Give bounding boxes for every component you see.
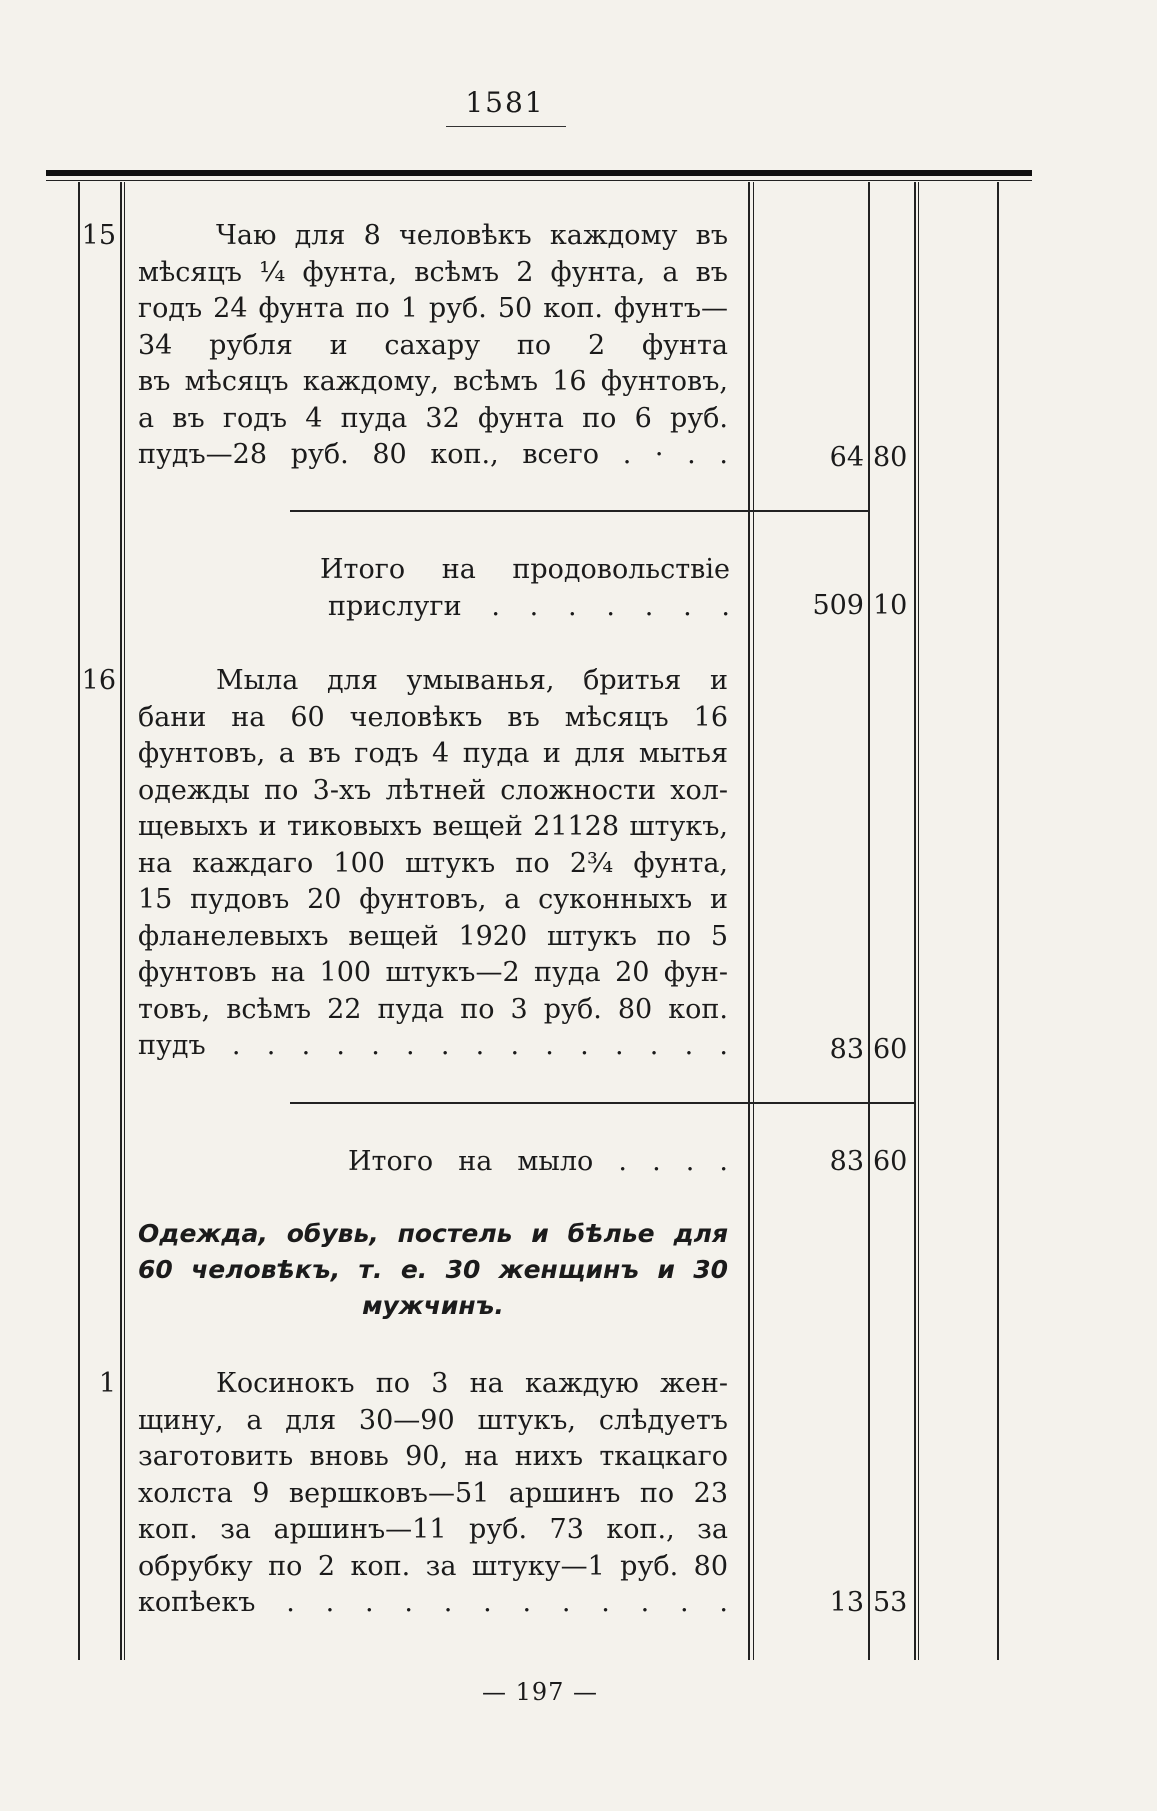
entry-line: пудъ . . . . . . . . . . . . . . . [138,1030,728,1061]
amount-kopecks: 80 [873,442,908,473]
total-kopecks: 10 [873,590,908,621]
page-number: 1581 [465,86,545,119]
rubles-column-left-inner [753,182,754,1660]
entry-line: фланелевыхъ вещей 1920 штукъ по 5 [138,920,728,952]
total-rubles: 83 [829,1146,864,1177]
entry-line: одежды по 3-хъ лѣтней сложности хол- [138,774,728,806]
amount-rubles: 64 [829,442,864,473]
entry-number: 15 [81,220,116,251]
amount-rubles: 83 [829,1034,864,1065]
page-number-rule [446,126,566,127]
entry-line: а въ годъ 4 пуда 32 фунта по 6 руб. [138,402,728,434]
section-heading-line: мужчинъ. [362,1291,504,1320]
entry-line: холста 9 вершковъ—51 аршинъ по 23 [138,1477,728,1509]
extra-column-left [918,182,919,1660]
rubles-column-left [748,182,750,1660]
entry-line: пудъ—28 руб. 80 коп., всего . · . . [138,439,728,470]
entry-text [138,1366,728,1622]
table-top-rule [46,170,1032,176]
entry-line: 15 пудовъ 20 фунтовъ, а суконныхъ и [138,884,728,915]
total-label [320,552,730,625]
subtotal-rule-1 [290,510,870,512]
entry-line: Чаю для 8 человѣкъ каждому въ [216,220,728,251]
entry-number: 16 [81,665,116,696]
number-column-divider [120,182,122,1660]
kopecks-column-right [914,182,916,1660]
number-column-divider-inner [124,182,125,1660]
entry-line: на каждаго 100 штукъ по 2¾ фунта, [138,847,728,879]
amount-kopecks: 53 [873,1587,908,1618]
entry-line: фунтовъ, а въ годъ 4 пуда и для мытья [138,738,728,769]
amount-kopecks: 60 [873,1034,908,1065]
entry-line: бани на 60 человѣкъ въ мѣсяцъ 16 [138,701,728,733]
page-footer: — 197 — [481,1678,599,1706]
entry-text [138,663,728,1065]
entry-line: товъ, всѣмъ 22 пуда по 3 руб. 80 коп. [138,993,728,1025]
total-rubles: 509 [812,590,864,621]
section-heading-line: Одежда, обувь, постель и бѣлье для [138,1219,728,1248]
entry-number: 1 [98,1368,116,1399]
entry-line: коп. за аршинъ—11 руб. 73 коп., за [138,1514,728,1545]
total-line: Итого на мыло . . . . [348,1146,728,1177]
entry-line: заготовить вновь 90, на нихъ ткацкаго [138,1441,728,1472]
total-label [348,1144,728,1181]
entry-line: въ мѣсяцъ каждому, всѣмъ 16 фунтовъ, [138,366,728,397]
kopecks-column-left [868,182,870,1660]
amount-rubles: 13 [829,1587,864,1618]
entry-text [138,218,728,474]
total-line: Итого на продовольствіе [320,554,730,585]
entry-line: 34 рубля и сахару по 2 фунта [138,329,728,361]
entry-line: годъ 24 фунта по 1 руб. 50 коп. фунтъ— [138,293,728,324]
entry-line: копѣекъ . . . . . . . . . . . . [138,1587,728,1618]
entry-line: Косинокъ по 3 на каждую жен- [216,1368,728,1399]
entry-line: щину, а для 30—90 штукъ, слѣдуетъ [138,1404,728,1436]
section-heading-line: 60 человѣкъ, т. е. 30 женщинъ и 30 [138,1255,728,1284]
entry-line: щевыхъ и тиковыхъ вещей 21128 штукъ, [138,811,728,842]
entry-line: Мыла для умыванья, бритья и [216,665,728,696]
table-left-border [78,182,80,1660]
table-right-border [997,182,999,1660]
entry-line: мѣсяцъ ¼ фунта, всѣмъ 2 фунта, а въ [138,256,728,288]
total-kopecks: 60 [873,1146,908,1177]
entry-line: фунтовъ на 100 штукъ—2 пуда 20 фун- [138,957,728,988]
total-line: прислуги . . . . . . . [328,590,730,622]
table-top-rule-thin [46,180,1032,181]
section-heading [138,1216,728,1324]
subtotal-rule-2 [290,1102,915,1104]
entry-line: обрубку по 2 коп. за штуку—1 руб. 80 [138,1550,728,1582]
